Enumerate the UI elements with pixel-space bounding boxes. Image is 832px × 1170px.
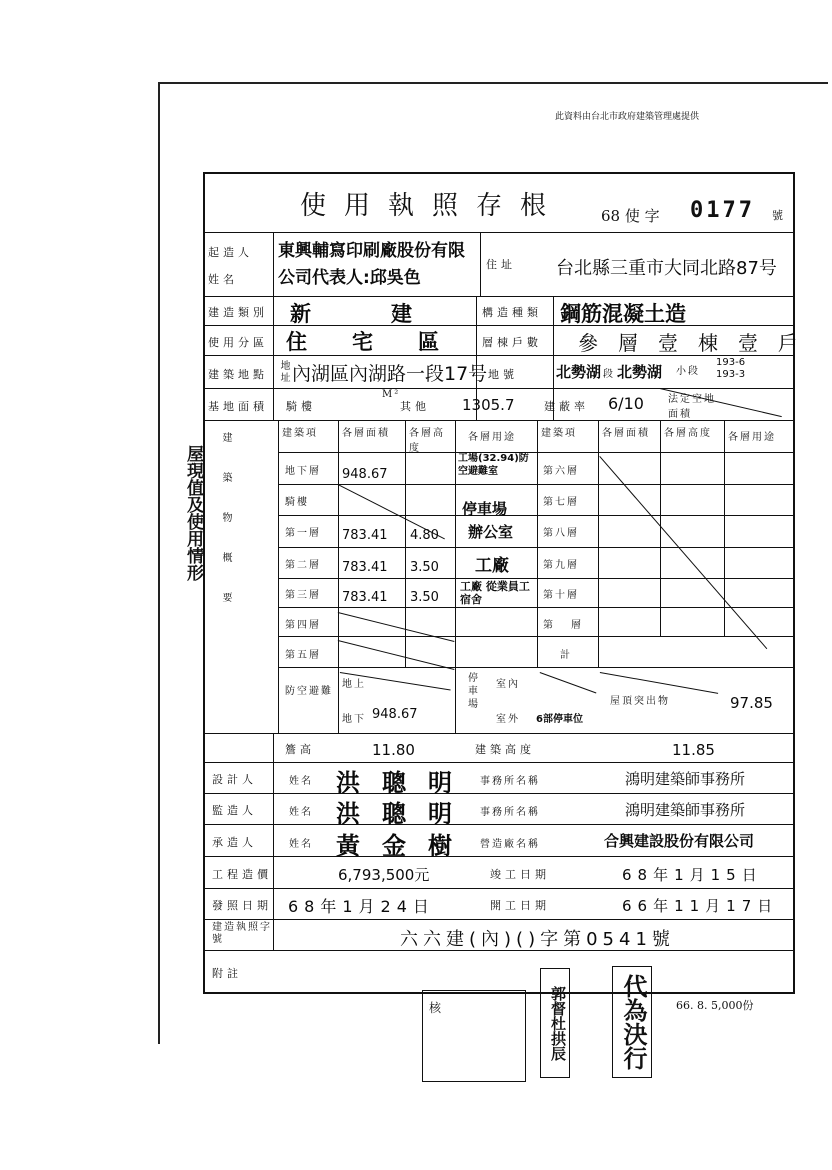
designer-label: 設計人 (212, 773, 257, 786)
approval-stamp-box (422, 990, 526, 1082)
row-line (203, 824, 795, 825)
owner-name-label: 姓名 (208, 273, 238, 286)
contractor-name: 黃金樹 (336, 832, 474, 860)
subsection-label: 小段 (676, 366, 700, 377)
location-label: 建築地點 (208, 368, 268, 381)
floors-count: 參層壹棟壹戶 (578, 331, 818, 355)
building-height-label: 建築高度 (475, 743, 535, 756)
contractor-label: 承造人 (212, 836, 257, 849)
col-header-area: 各層面積 (342, 428, 390, 439)
issue-date: 68年1月24日 (288, 897, 435, 916)
coverage: 6/10 (608, 394, 644, 413)
lot-label: 地號 (488, 368, 518, 381)
row-line (203, 856, 795, 857)
owner-name: 東興輔寫印刷廠股份有限公司代表人:邱吳色 (278, 241, 465, 288)
floor-row-label: 第三層 (285, 590, 321, 601)
shelter-below-area: 948.67 (372, 707, 418, 722)
row-line (278, 667, 795, 668)
supervisor-office-label: 事務所名稱 (480, 807, 540, 818)
roof-value: 97.85 (730, 694, 773, 712)
completion-label: 竣工日期 (490, 868, 550, 881)
shelter-below-label: 地下 (342, 714, 366, 725)
row-line (203, 793, 795, 794)
serial-number: 0177 (690, 198, 755, 223)
shelter-above-label: 地上 (342, 679, 366, 690)
shelter-label: 防空避難 (285, 686, 333, 697)
address-label: 地址 (278, 360, 289, 384)
total-label: 計 (560, 650, 572, 661)
zone-label: 使用分區 (208, 336, 268, 349)
serial-prefix: 68 使 字 (601, 207, 660, 225)
row-line (203, 733, 795, 734)
supervisor-label: 監造人 (212, 804, 257, 817)
start-label: 開工日期 (490, 899, 550, 912)
lot-subsection: 北勢湖 (617, 363, 663, 381)
row-line (203, 919, 795, 920)
floor-row-label: 第五層 (285, 650, 321, 661)
section-label: 段 (603, 369, 615, 380)
permit-number: 六六建(內)()字第0541號 (400, 929, 675, 950)
floor-row-use: 停車場 (462, 500, 508, 518)
structure-type: 鋼筋混凝土造 (560, 302, 686, 326)
col-header-height-right: 各層高度 (664, 428, 712, 439)
floor-row-area: 948.67 (342, 467, 388, 482)
floor-row-area: 783.41 (342, 590, 388, 605)
floor-row-height: 3.50 (410, 560, 439, 575)
floor-row-height: 4.80 (410, 528, 439, 543)
floor-row-label: 第四層 (285, 620, 321, 631)
col-header-name: 建築項 (282, 428, 318, 439)
lot-number: 193-6 193-3 (716, 357, 746, 380)
designer-name-label: 姓名 (289, 776, 313, 787)
serial-suffix: 號 (772, 209, 783, 222)
designer-office: 鴻明建築師事務所 (625, 770, 746, 788)
eave-value: 11.80 (372, 741, 415, 759)
floor-row-use: 工廠 從業員工宿舍 (460, 580, 530, 606)
floor-row-right-label: 第八層 (543, 528, 579, 539)
build-type-label: 建造類別 (208, 306, 268, 319)
issue-label: 發照日期 (212, 899, 272, 912)
row-line (203, 232, 795, 233)
building-height-value: 11.85 (672, 741, 715, 759)
build-type: 新建 (290, 302, 492, 326)
contractor-office: 合興建設股份有限公司 (604, 832, 755, 850)
floor-row-right-label: 第六層 (543, 466, 579, 477)
zone: 住宅區 (286, 330, 484, 354)
lot-section: 北勢湖 (556, 363, 602, 381)
row-line (203, 388, 795, 389)
col-header-height: 各層高度 (409, 428, 445, 454)
floor-row-right-label: 第層 (543, 620, 599, 631)
building-summary-label: 建築物概要 (220, 432, 231, 632)
site-area-label: 基地面積 (208, 400, 268, 413)
open-space-label: 法定空地面積 (668, 394, 716, 420)
col-header-use-right: 各層用途 (728, 432, 776, 443)
owner-label: 起造人 (208, 246, 253, 259)
owner-address: 台北縣三重市大同北路87号 (556, 258, 777, 279)
cost-label: 工程造價 (212, 868, 272, 881)
col-line (338, 420, 339, 733)
floor-row-area: 783.41 (342, 528, 388, 543)
arcade-label: 騎樓 (286, 400, 316, 413)
parking-value: 6部停車位 (536, 714, 583, 725)
supervisor-name: 洪聰明 (336, 800, 474, 828)
floor-row-height: 3.50 (410, 590, 439, 605)
supervisor-office: 鴻明建築師事務所 (625, 801, 746, 819)
unit-m2: M² (382, 389, 401, 400)
col-line (278, 420, 279, 733)
parking-label: 停車場 (468, 673, 480, 710)
other-label: 其他 (400, 400, 430, 413)
eave-label: 簷高 (285, 743, 315, 756)
delegation-stamp: 代為決行 (612, 966, 652, 1078)
col-line (724, 420, 725, 636)
col-line (273, 232, 274, 420)
col-header-area-right: 各層面積 (602, 428, 650, 439)
archive-stamp: 此資料由台北市政府建築管理處提供 (555, 112, 700, 122)
floor-row-right-label: 第十層 (543, 590, 579, 601)
indoor-label: 室內 (496, 679, 520, 690)
contractor-office-label: 營造廠名稱 (480, 839, 540, 850)
outdoor-label: 室外 (496, 714, 520, 725)
row-line (203, 296, 795, 297)
col-header-use: 各層用途 (468, 432, 516, 443)
col-header-name-right: 建築項 (541, 428, 577, 439)
approval-stamp-text: 核 (429, 1001, 442, 1015)
floor-row-right-label: 第七層 (543, 497, 579, 508)
start-date: 66年11月17日 (622, 897, 779, 915)
row-line (203, 762, 795, 763)
supervisor-name-label: 姓名 (289, 807, 313, 818)
document-title: 使用執照存根 (300, 191, 565, 221)
floor-row-area: 783.41 (342, 560, 388, 575)
roof-label: 屋頂突出物 (610, 696, 670, 707)
contractor-name-label: 姓名 (289, 839, 313, 850)
print-note: 66. 8. 5,000份 (676, 999, 754, 1012)
designer-office-label: 事務所名稱 (480, 776, 540, 787)
remarks-label: 附註 (212, 967, 242, 980)
floor-row-right-label: 第九層 (543, 560, 579, 571)
row-line (203, 420, 795, 421)
designer-name: 洪聰明 (336, 769, 474, 797)
floor-row-label: 騎樓 (285, 497, 309, 508)
structure-label: 構造種類 (482, 306, 542, 319)
floor-row-use: 辦公室 (468, 523, 514, 541)
row-line (203, 888, 795, 889)
floor-row-label: 第一層 (285, 528, 321, 539)
floors-label: 層棟戶數 (482, 336, 542, 349)
col-line (480, 232, 481, 296)
floor-row-use: 工場(32.94)防空避難室 (458, 453, 529, 477)
floor-row-label: 地下層 (285, 466, 321, 477)
floor-row-use: 工廠 (475, 556, 509, 576)
side-handwritten-note: 屋現值及使用情形 (183, 445, 203, 581)
completion-date: 68年1月15日 (622, 866, 763, 884)
cost-value: 6,793,500元 (338, 866, 430, 884)
col-line (273, 733, 274, 950)
signature-stamp: 郭督杜拱辰 (540, 968, 570, 1078)
permit-label: 建造執照字號 (212, 922, 272, 945)
coverage-label: 建蔽率 (544, 400, 589, 413)
other-area: 1305.7 (462, 396, 515, 414)
floor-row-label: 第二層 (285, 560, 321, 571)
col-line (455, 420, 456, 733)
owner-address-label: 住址 (486, 258, 516, 271)
location-address: 內湖區內湖路一段17号 (292, 363, 488, 385)
